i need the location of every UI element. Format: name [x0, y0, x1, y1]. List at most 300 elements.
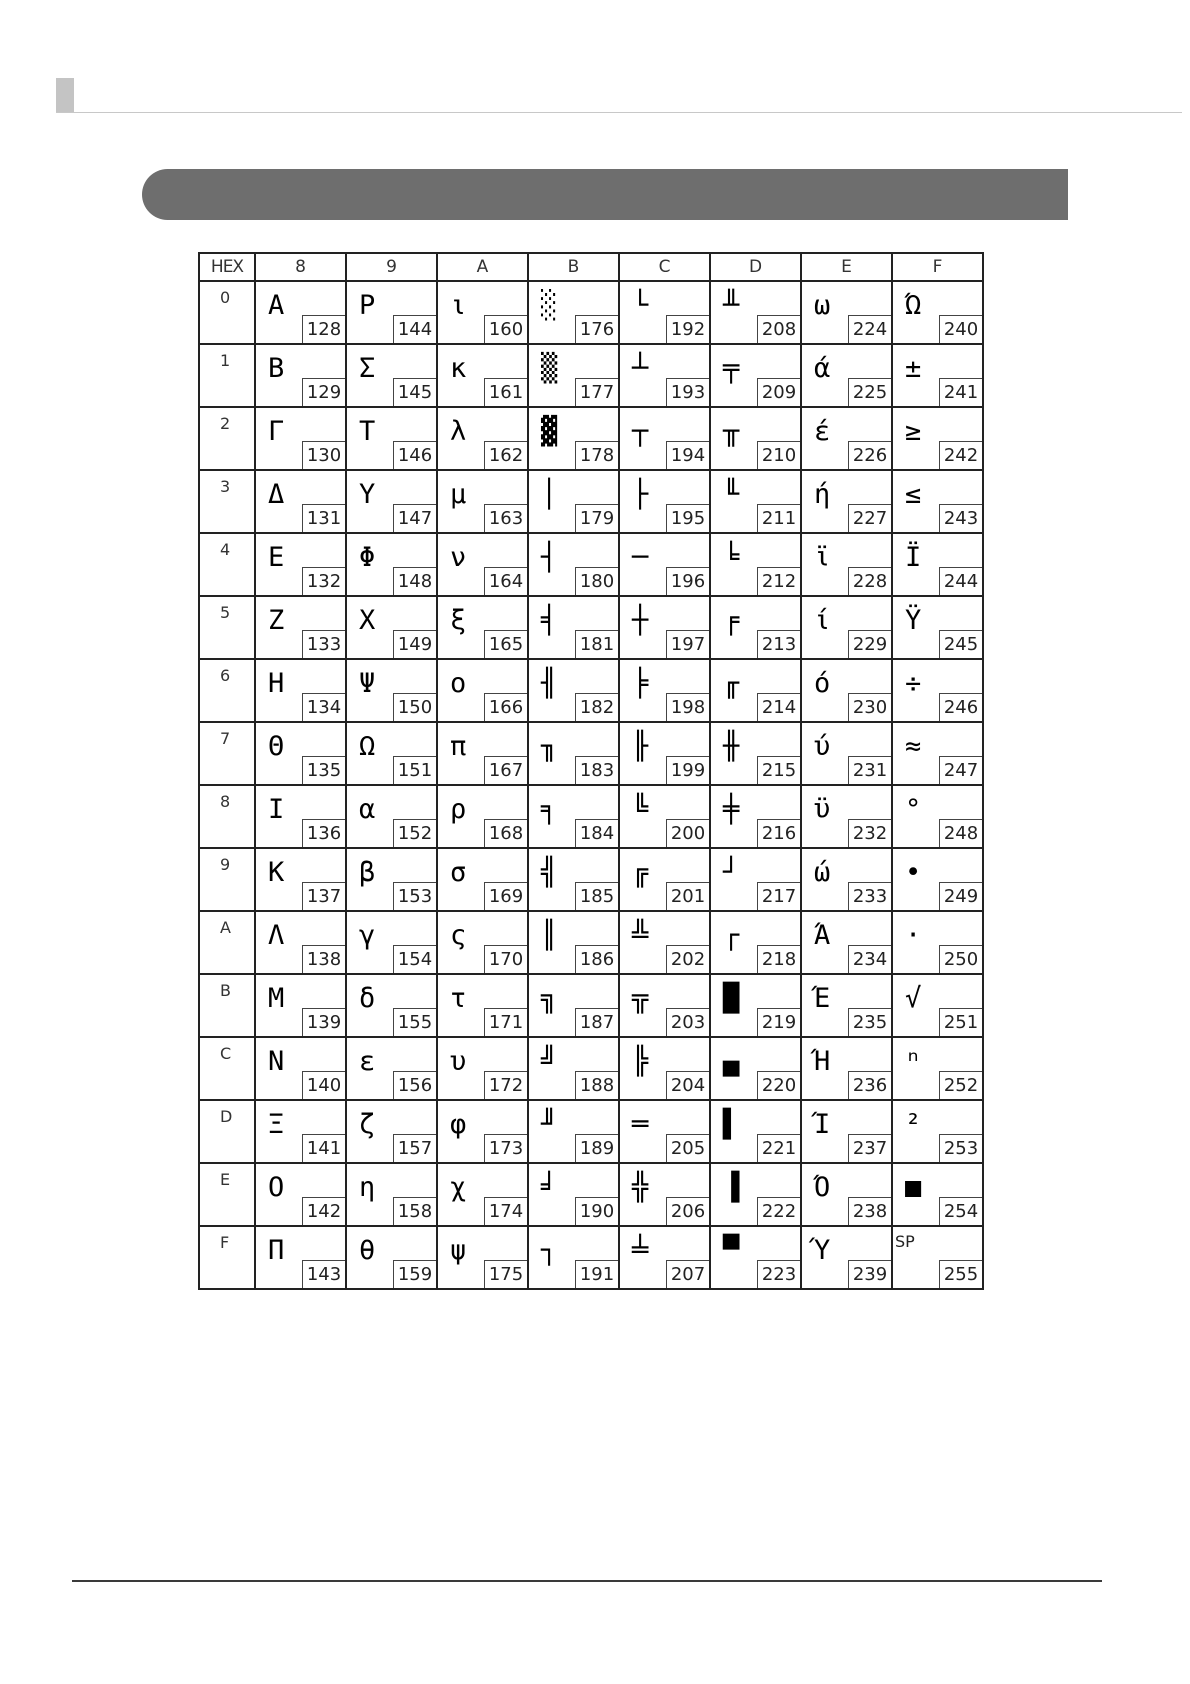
decimal-code: 213 — [757, 630, 800, 658]
decimal-code: 159 — [393, 1260, 436, 1288]
char-glyph: Ύ — [814, 1235, 831, 1266]
char-glyph: ί — [814, 605, 831, 636]
char-cell — [619, 1100, 710, 1163]
char-cell — [710, 407, 801, 470]
char-glyph: ╣ — [541, 857, 558, 888]
char-glyph: ┐ — [541, 1235, 558, 1266]
decimal-code: 203 — [666, 1008, 709, 1036]
char-cell — [801, 1226, 892, 1289]
char-cell — [892, 659, 983, 722]
char-cell — [255, 596, 346, 659]
char-cell — [528, 1226, 619, 1289]
decimal-code: 207 — [666, 1260, 709, 1288]
char-glyph: Ϋ — [905, 605, 922, 636]
decimal-code: 175 — [484, 1260, 527, 1288]
decimal-code: 200 — [666, 819, 709, 847]
char-glyph: ╢ — [541, 668, 558, 699]
char-glyph: ≈ — [905, 731, 922, 762]
decimal-code: 184 — [575, 819, 618, 847]
char-glyph: • — [905, 857, 922, 888]
char-glyph: Έ — [814, 983, 831, 1014]
char-glyph: Η — [268, 668, 285, 699]
char-glyph: ▀ — [723, 1235, 740, 1266]
decimal-code: 140 — [302, 1071, 345, 1099]
decimal-code: 164 — [484, 567, 527, 595]
decimal-code: 233 — [848, 882, 891, 910]
char-glyph: ώ — [814, 857, 831, 888]
char-cell — [892, 344, 983, 407]
table-row — [199, 470, 983, 533]
decimal-code: 212 — [757, 567, 800, 595]
decimal-code: 157 — [393, 1134, 436, 1162]
char-glyph: ╘ — [723, 542, 740, 573]
char-cell — [255, 281, 346, 344]
char-glyph: Ό — [814, 1172, 831, 1203]
decimal-code: 252 — [939, 1071, 982, 1099]
decimal-code: 172 — [484, 1071, 527, 1099]
char-cell — [437, 470, 528, 533]
decimal-code: 217 — [757, 882, 800, 910]
char-glyph: ╫ — [723, 731, 740, 762]
char-glyph: ▐ — [723, 1172, 740, 1203]
decimal-code: 171 — [484, 1008, 527, 1036]
char-glyph: ╚ — [632, 794, 649, 825]
decimal-code: 195 — [666, 504, 709, 532]
char-cell — [437, 722, 528, 785]
char-cell — [710, 470, 801, 533]
decimal-code: 142 — [302, 1197, 345, 1225]
decimal-code: 232 — [848, 819, 891, 847]
char-glyph: ψ — [450, 1235, 467, 1266]
char-glyph: ╠ — [632, 1046, 649, 1077]
decimal-code: 177 — [575, 378, 618, 406]
char-glyph: Ε — [268, 542, 285, 573]
char-cell — [710, 344, 801, 407]
char-glyph: ο — [450, 668, 467, 699]
decimal-code: 185 — [575, 882, 618, 910]
char-cell — [437, 596, 528, 659]
decimal-code: 222 — [757, 1197, 800, 1225]
decimal-code: 255 — [939, 1260, 982, 1288]
column-header-row — [199, 253, 983, 281]
decimal-code: 133 — [302, 630, 345, 658]
decimal-code: 216 — [757, 819, 800, 847]
char-cell — [346, 911, 437, 974]
table-row — [199, 407, 983, 470]
char-glyph: ╜ — [541, 1109, 558, 1140]
char-cell — [437, 344, 528, 407]
decimal-code: 223 — [757, 1260, 800, 1288]
table-row — [199, 596, 983, 659]
char-glyph: Ή — [814, 1046, 831, 1077]
char-glyph: ╧ — [632, 1235, 649, 1266]
char-cell — [255, 1226, 346, 1289]
decimal-code: 210 — [757, 441, 800, 469]
char-cell — [892, 848, 983, 911]
char-glyph: ■ — [905, 1172, 922, 1203]
char-cell — [710, 974, 801, 1037]
char-glyph: Τ — [359, 416, 376, 447]
char-cell — [619, 344, 710, 407]
char-glyph: │ — [541, 479, 558, 510]
char-glyph: Χ — [359, 605, 376, 636]
char-cell — [892, 596, 983, 659]
char-cell — [619, 470, 710, 533]
decimal-code: 197 — [666, 630, 709, 658]
char-cell — [619, 281, 710, 344]
row-header: 6 — [199, 659, 255, 722]
char-cell — [710, 911, 801, 974]
decimal-code: 160 — [484, 315, 527, 343]
row-header: 8 — [199, 785, 255, 848]
corner-header: HEX — [199, 253, 255, 281]
column-header: D — [710, 253, 801, 281]
char-glyph: ┬ — [632, 416, 649, 447]
decimal-code: 253 — [939, 1134, 982, 1162]
char-glyph: ╗ — [541, 983, 558, 1014]
char-glyph: Ζ — [268, 605, 285, 636]
decimal-code: 169 — [484, 882, 527, 910]
char-cell — [346, 722, 437, 785]
char-cell — [528, 344, 619, 407]
char-glyph: ή — [814, 479, 831, 510]
char-glyph: ν — [450, 542, 467, 573]
decimal-code: 151 — [393, 756, 436, 784]
char-cell — [346, 470, 437, 533]
char-glyph: Υ — [359, 479, 376, 510]
char-glyph: χ — [450, 1172, 467, 1203]
header-rule — [56, 112, 1182, 113]
decimal-code: 230 — [848, 693, 891, 721]
decimal-code: 186 — [575, 945, 618, 973]
char-glyph: ╤ — [723, 353, 740, 384]
char-cell — [528, 533, 619, 596]
char-cell — [437, 848, 528, 911]
char-glyph: ω — [814, 290, 831, 321]
char-glyph: ╞ — [632, 668, 649, 699]
char-cell — [255, 407, 346, 470]
char-cell — [255, 1037, 346, 1100]
char-glyph: Δ — [268, 479, 285, 510]
char-cell — [801, 659, 892, 722]
decimal-code: 214 — [757, 693, 800, 721]
decimal-code: 132 — [302, 567, 345, 595]
char-cell — [801, 344, 892, 407]
decimal-code: 179 — [575, 504, 618, 532]
char-glyph: λ — [450, 416, 467, 447]
char-cell — [619, 974, 710, 1037]
row-header: D — [199, 1100, 255, 1163]
char-cell — [619, 407, 710, 470]
decimal-code: 129 — [302, 378, 345, 406]
char-cell — [528, 1163, 619, 1226]
decimal-code: 250 — [939, 945, 982, 973]
char-cell — [528, 848, 619, 911]
char-cell — [437, 785, 528, 848]
page-corner-marker — [56, 78, 74, 112]
char-glyph: ς — [450, 920, 467, 951]
char-glyph: α — [359, 794, 376, 825]
char-cell — [437, 407, 528, 470]
char-glyph: η — [359, 1172, 376, 1203]
char-cell — [528, 1037, 619, 1100]
decimal-code: 131 — [302, 504, 345, 532]
decimal-code: 183 — [575, 756, 618, 784]
char-glyph: Ρ — [359, 290, 376, 321]
char-cell — [437, 659, 528, 722]
decimal-code: 244 — [939, 567, 982, 595]
char-cell — [346, 407, 437, 470]
char-cell — [255, 1100, 346, 1163]
decimal-code: 196 — [666, 567, 709, 595]
char-cell — [346, 848, 437, 911]
char-cell — [437, 1037, 528, 1100]
char-glyph: ┤ — [541, 542, 558, 573]
char-cell — [437, 1100, 528, 1163]
table-row — [199, 911, 983, 974]
char-cell — [255, 659, 346, 722]
decimal-code: 166 — [484, 693, 527, 721]
char-glyph: δ — [359, 983, 376, 1014]
column-header: F — [892, 253, 983, 281]
decimal-code: 254 — [939, 1197, 982, 1225]
char-cell — [619, 848, 710, 911]
char-glyph: ▌ — [723, 1109, 740, 1140]
footer-rule — [72, 1580, 1102, 1582]
decimal-code: 143 — [302, 1260, 345, 1288]
decimal-code: 141 — [302, 1134, 345, 1162]
table-row — [199, 974, 983, 1037]
decimal-code: 245 — [939, 630, 982, 658]
decimal-code: 249 — [939, 882, 982, 910]
char-cell — [437, 1226, 528, 1289]
decimal-code: 206 — [666, 1197, 709, 1225]
decimal-code: 152 — [393, 819, 436, 847]
decimal-code: 208 — [757, 315, 800, 343]
decimal-code: 211 — [757, 504, 800, 532]
char-cell — [710, 1037, 801, 1100]
char-cell — [346, 344, 437, 407]
char-cell — [255, 344, 346, 407]
decimal-code: 228 — [848, 567, 891, 595]
char-cell — [619, 1226, 710, 1289]
char-glyph: Ι — [268, 794, 285, 825]
char-cell — [892, 1037, 983, 1100]
char-cell — [892, 1226, 983, 1289]
decimal-code: 190 — [575, 1197, 618, 1225]
char-cell — [892, 722, 983, 785]
decimal-code: 225 — [848, 378, 891, 406]
row-header: C — [199, 1037, 255, 1100]
char-glyph: ξ — [450, 605, 467, 636]
char-glyph: σ — [450, 857, 467, 888]
decimal-code: 188 — [575, 1071, 618, 1099]
char-cell — [346, 1037, 437, 1100]
decimal-code: 226 — [848, 441, 891, 469]
char-glyph: ▒ — [541, 353, 558, 384]
char-cell — [619, 911, 710, 974]
decimal-code: 227 — [848, 504, 891, 532]
char-glyph: ╒ — [723, 605, 740, 636]
char-cell — [801, 1163, 892, 1226]
char-cell — [437, 911, 528, 974]
column-header: C — [619, 253, 710, 281]
char-cell — [710, 533, 801, 596]
decimal-code: 173 — [484, 1134, 527, 1162]
char-glyph: ζ — [359, 1109, 376, 1140]
char-glyph: ╖ — [541, 731, 558, 762]
char-glyph: ╙ — [723, 479, 740, 510]
char-cell — [710, 1100, 801, 1163]
table-row — [199, 1037, 983, 1100]
decimal-code: 218 — [757, 945, 800, 973]
char-cell — [710, 785, 801, 848]
char-cell — [892, 1163, 983, 1226]
char-glyph: Ξ — [268, 1109, 285, 1140]
char-glyph: ║ — [541, 920, 558, 951]
char-cell — [801, 281, 892, 344]
char-glyph: Ά — [814, 920, 831, 951]
char-cell — [437, 533, 528, 596]
decimal-code: 247 — [939, 756, 982, 784]
decimal-code: 209 — [757, 378, 800, 406]
table-row — [199, 281, 983, 344]
char-glyph: ϋ — [814, 794, 831, 825]
char-glyph: Μ — [268, 983, 285, 1014]
table-row — [199, 1163, 983, 1226]
char-cell — [892, 911, 983, 974]
decimal-code: 147 — [393, 504, 436, 532]
char-cell — [619, 1163, 710, 1226]
decimal-code: 138 — [302, 945, 345, 973]
char-glyph: ▄ — [723, 1046, 740, 1077]
char-cell — [710, 1163, 801, 1226]
char-cell — [619, 659, 710, 722]
char-cell — [346, 1163, 437, 1226]
char-cell — [528, 281, 619, 344]
decimal-code: 235 — [848, 1008, 891, 1036]
decimal-code: 248 — [939, 819, 982, 847]
decimal-code: 137 — [302, 882, 345, 910]
decimal-code: 224 — [848, 315, 891, 343]
char-cell — [346, 533, 437, 596]
decimal-code: 145 — [393, 378, 436, 406]
decimal-code: 191 — [575, 1260, 618, 1288]
char-cell — [619, 785, 710, 848]
char-glyph: √ — [905, 983, 922, 1014]
char-glyph: ά — [814, 353, 831, 384]
char-glyph: Ϊ — [905, 542, 922, 573]
char-cell — [255, 1163, 346, 1226]
decimal-code: 136 — [302, 819, 345, 847]
decimal-code: 238 — [848, 1197, 891, 1225]
decimal-code: 234 — [848, 945, 891, 973]
decimal-code: 154 — [393, 945, 436, 973]
char-glyph: ╔ — [632, 857, 649, 888]
char-glyph: ╡ — [541, 605, 558, 636]
decimal-code: 242 — [939, 441, 982, 469]
column-header: 9 — [346, 253, 437, 281]
decimal-code: 239 — [848, 1260, 891, 1288]
decimal-code: 146 — [393, 441, 436, 469]
char-glyph: Ψ — [359, 668, 376, 699]
char-cell — [801, 785, 892, 848]
row-header: E — [199, 1163, 255, 1226]
char-cell — [892, 281, 983, 344]
char-glyph: υ — [450, 1046, 467, 1077]
char-cell — [801, 974, 892, 1037]
char-cell — [619, 722, 710, 785]
decimal-code: 215 — [757, 756, 800, 784]
decimal-code: 144 — [393, 315, 436, 343]
decimal-code: 237 — [848, 1134, 891, 1162]
char-glyph: π — [450, 731, 467, 762]
char-glyph: █ — [723, 983, 740, 1014]
decimal-code: 241 — [939, 378, 982, 406]
row-header: 5 — [199, 596, 255, 659]
char-cell — [710, 722, 801, 785]
decimal-code: 189 — [575, 1134, 618, 1162]
table-row — [199, 533, 983, 596]
decimal-code: 170 — [484, 945, 527, 973]
decimal-code: 165 — [484, 630, 527, 658]
char-cell — [619, 596, 710, 659]
char-glyph: Φ — [359, 542, 376, 573]
char-glyph: φ — [450, 1109, 467, 1140]
char-glyph: Ν — [268, 1046, 285, 1077]
char-cell — [801, 1100, 892, 1163]
decimal-code: 193 — [666, 378, 709, 406]
decimal-code: 153 — [393, 882, 436, 910]
char-glyph: ╓ — [723, 668, 740, 699]
decimal-code: 135 — [302, 756, 345, 784]
decimal-code: 199 — [666, 756, 709, 784]
char-cell — [346, 281, 437, 344]
char-glyph: ╛ — [541, 1172, 558, 1203]
char-cell — [892, 407, 983, 470]
char-cell — [346, 659, 437, 722]
char-glyph: Θ — [268, 731, 285, 762]
char-glyph: κ — [450, 353, 467, 384]
char-glyph: γ — [359, 920, 376, 951]
char-glyph: └ — [632, 290, 649, 321]
char-cell — [710, 596, 801, 659]
decimal-code: 243 — [939, 504, 982, 532]
char-glyph: ░ — [541, 290, 558, 321]
decimal-code: 236 — [848, 1071, 891, 1099]
char-glyph: έ — [814, 416, 831, 447]
char-glyph: ╟ — [632, 731, 649, 762]
char-cell — [710, 1226, 801, 1289]
char-glyph: Γ — [268, 416, 285, 447]
char-glyph: SP — [895, 1232, 915, 1251]
char-cell — [801, 848, 892, 911]
char-cell — [710, 848, 801, 911]
decimal-code: 201 — [666, 882, 709, 910]
char-cell — [528, 659, 619, 722]
char-glyph: ╦ — [632, 983, 649, 1014]
decimal-code: 182 — [575, 693, 618, 721]
char-cell — [801, 722, 892, 785]
code-page-table — [198, 252, 984, 1290]
decimal-code: 219 — [757, 1008, 800, 1036]
char-cell — [528, 596, 619, 659]
decimal-code: 251 — [939, 1008, 982, 1036]
decimal-code: 149 — [393, 630, 436, 658]
decimal-code: 162 — [484, 441, 527, 469]
decimal-code: 156 — [393, 1071, 436, 1099]
table-row — [199, 722, 983, 785]
